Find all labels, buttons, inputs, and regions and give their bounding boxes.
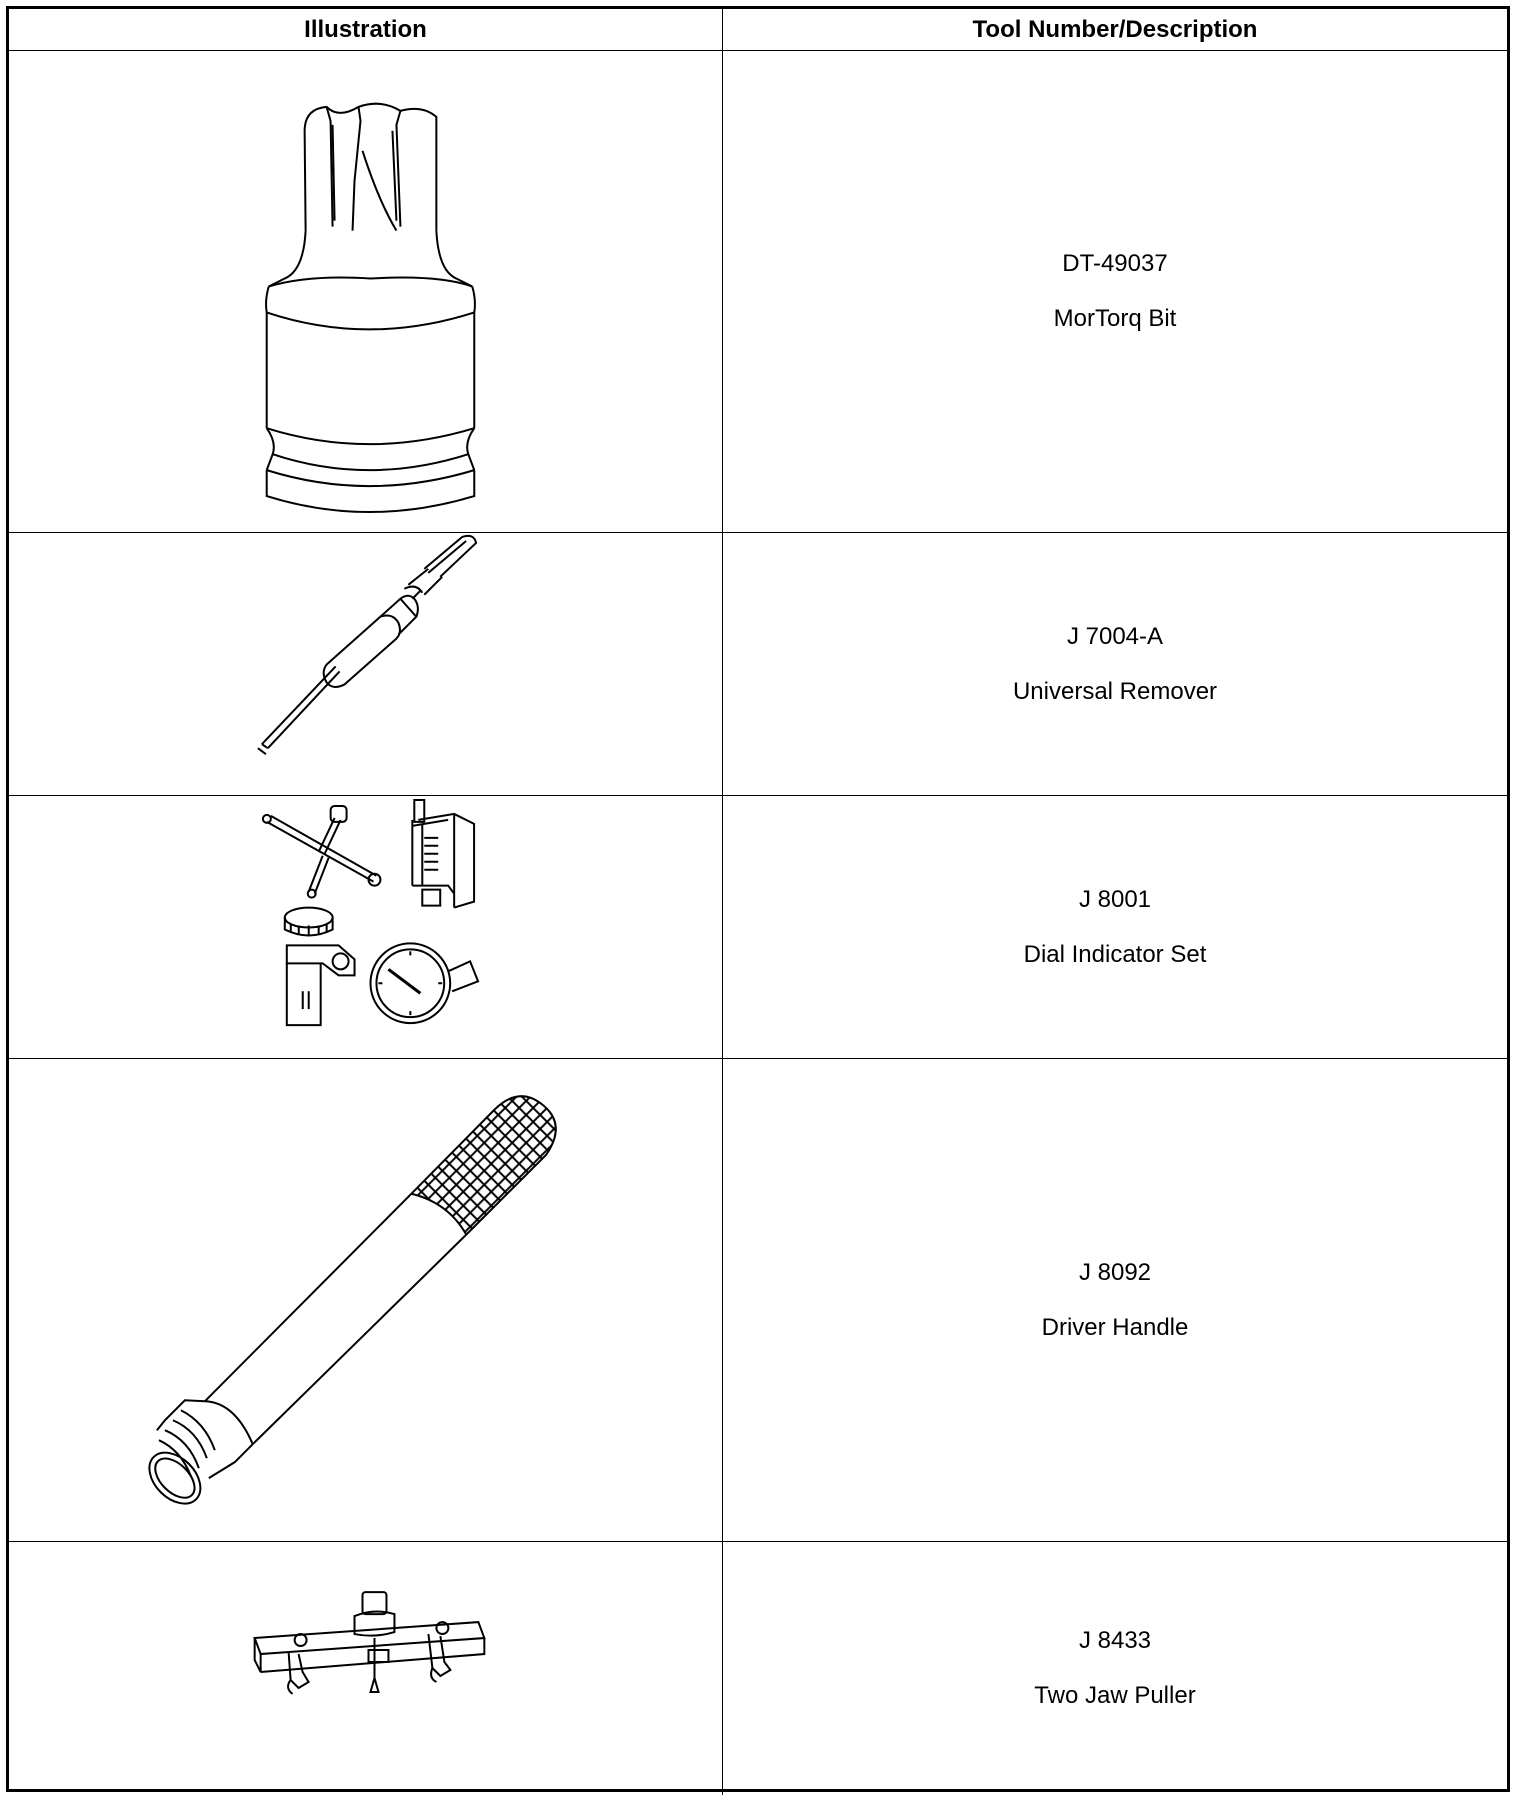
tool-number: J 7004-A <box>1066 622 1164 650</box>
description-cell <box>723 1542 1507 1795</box>
illustration-cell <box>9 1059 723 1541</box>
header-illustration: Illustration <box>9 9 723 50</box>
description-cell <box>723 533 1507 795</box>
description-cell <box>723 796 1507 1058</box>
table-header-row <box>9 9 1507 51</box>
tool-number: J 8092 <box>1078 1258 1152 1286</box>
illustration-cell <box>9 533 723 795</box>
tool-name: Universal Remover <box>1012 677 1218 705</box>
description-cell <box>723 1059 1507 1541</box>
header-tool-description: Tool Number/Description <box>972 15 1258 43</box>
tool-number: DT-49037 <box>1062 250 1168 277</box>
table-row <box>9 51 1507 533</box>
illustration-cell <box>9 51 723 532</box>
table-row <box>9 1059 1507 1542</box>
tool-name: Dial Indicator Set <box>1023 940 1207 968</box>
tool-name: MorTorq Bit <box>1053 305 1177 332</box>
tool-name: Two Jaw Puller <box>1034 1682 1196 1709</box>
special-tools-table <box>6 6 1510 1792</box>
tool-number: J 8001 <box>1078 885 1152 913</box>
table-row <box>9 796 1507 1059</box>
description-cell <box>723 51 1507 532</box>
tool-name: Driver Handle <box>1041 1313 1189 1341</box>
dial-indicator-set-icon <box>9 796 722 1058</box>
mortorq-bit-icon <box>9 51 722 532</box>
table-row <box>9 533 1507 796</box>
two-jaw-puller-icon <box>9 1542 722 1795</box>
universal-remover-icon <box>9 533 722 795</box>
table-row <box>9 1542 1507 1795</box>
tool-number: J 8433 <box>1078 1627 1152 1654</box>
illustration-cell <box>9 796 723 1058</box>
driver-handle-icon <box>9 1059 722 1541</box>
illustration-cell <box>9 1542 723 1795</box>
